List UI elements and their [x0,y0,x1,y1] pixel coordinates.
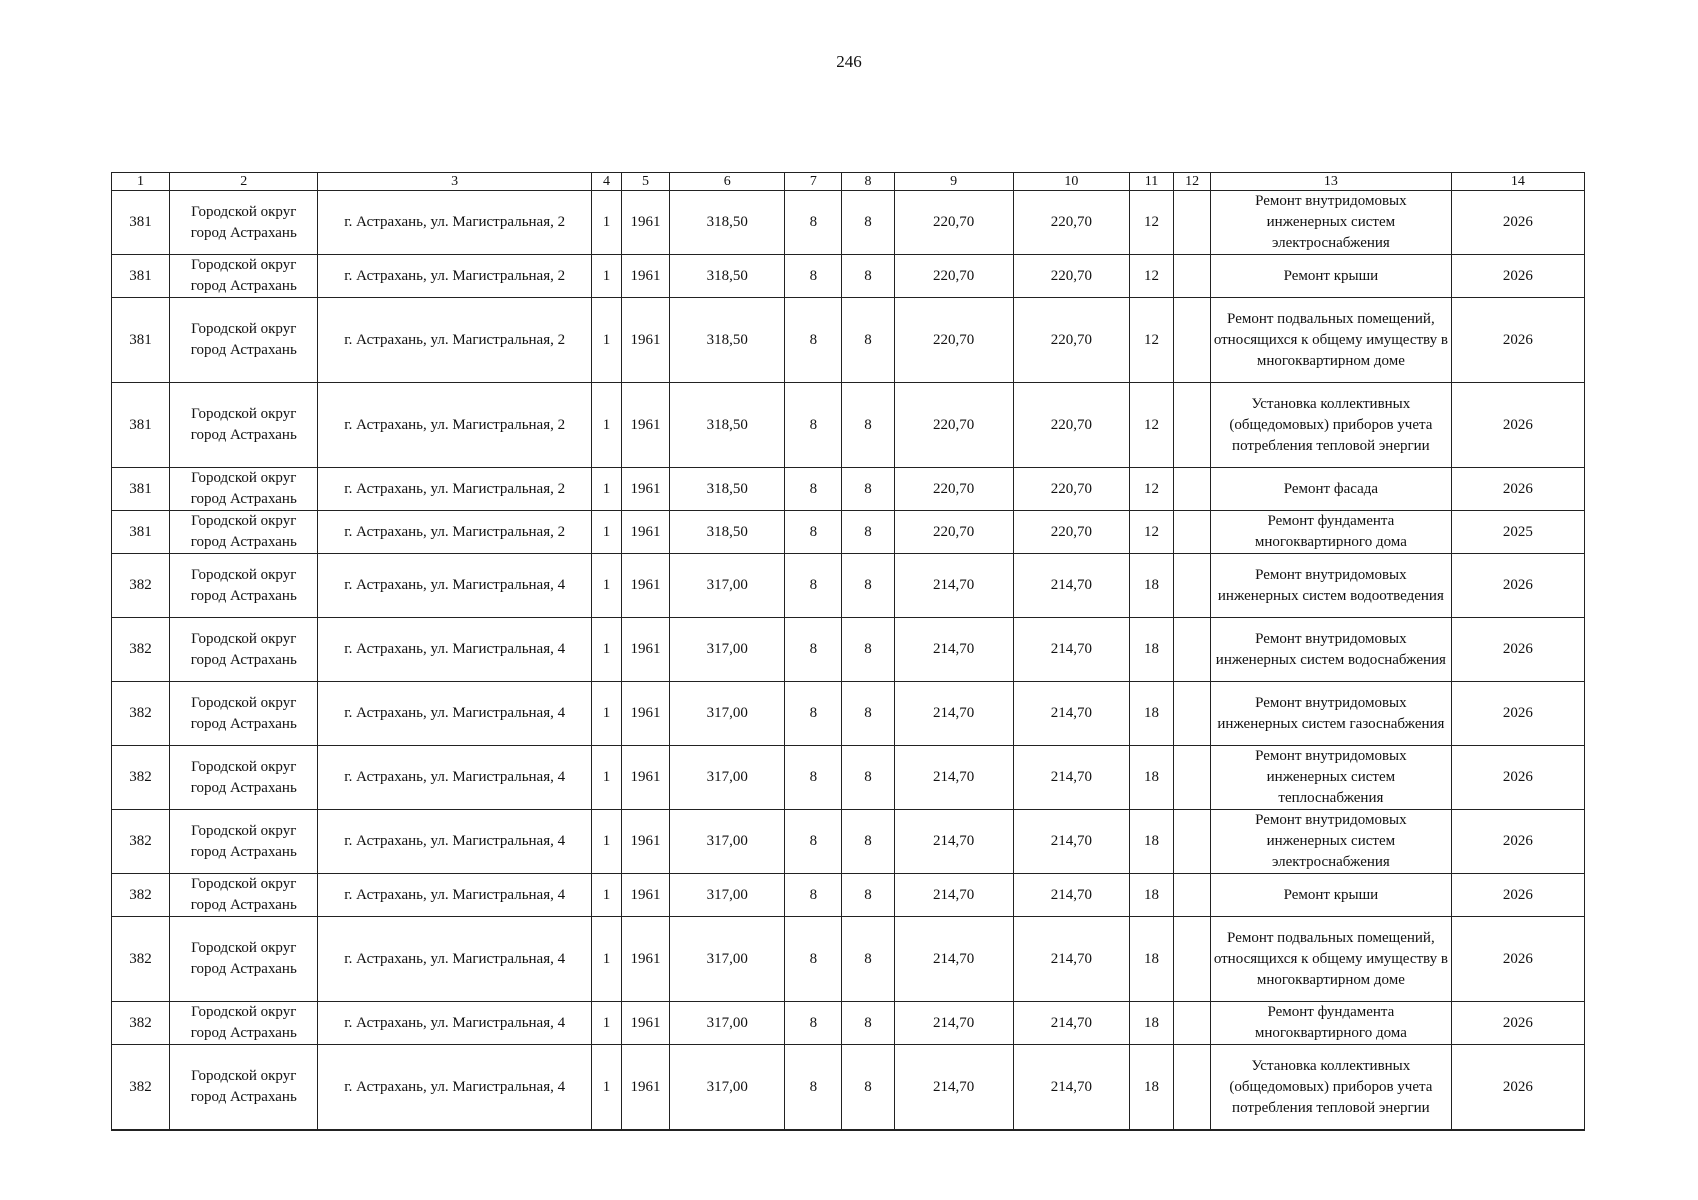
cell-col-10: 214,70 [1013,682,1129,746]
column-header: 13 [1211,173,1451,191]
address-cell: г. Астрахань, ул. Магистральная, 2 [318,511,592,554]
column-header: 1 [112,173,170,191]
cell-col-10: 214,70 [1013,1002,1129,1045]
row-number-cell: 382 [112,874,170,917]
cell-col-4: 1 [591,618,621,682]
cell-col-10: 214,70 [1013,874,1129,917]
cell-col-7: 8 [785,191,842,255]
row-number-cell: 382 [112,618,170,682]
cell-col-7: 8 [785,682,842,746]
cell-col-4: 1 [591,1002,621,1045]
cell-col-12 [1174,298,1211,383]
work-type-cell: Ремонт внутридомовых инженерных систем водоснабжения [1211,618,1451,682]
cell-col-8: 8 [842,383,894,468]
cell-col-9: 214,70 [894,1002,1013,1045]
column-header: 3 [318,173,592,191]
cell-col-6: 317,00 [670,917,785,1002]
work-type-cell: Ремонт внутридомовых инженерных систем электроснабжения [1211,810,1451,874]
cell-col-8: 8 [842,746,894,810]
cell-col-10: 214,70 [1013,618,1129,682]
cell-col-10: 214,70 [1013,1045,1129,1131]
work-type-cell: Ремонт внутридомовых инженерных систем электроснабжения [1211,191,1451,255]
municipality-cell: Городской округ город Астрахань [170,746,318,810]
cell-col-8: 8 [842,618,894,682]
cell-col-7: 8 [785,874,842,917]
cell-col-4: 1 [591,746,621,810]
cell-col-7: 8 [785,383,842,468]
row-number-cell: 382 [112,746,170,810]
cell-col-10: 214,70 [1013,810,1129,874]
cell-col-12 [1174,383,1211,468]
cell-col-11: 18 [1130,874,1174,917]
cell-col-9: 214,70 [894,746,1013,810]
planned-year-cell: 2026 [1451,191,1584,255]
cell-col-12 [1174,255,1211,298]
municipality-cell: Городской округ город Астрахань [170,468,318,511]
cell-col-4: 1 [591,682,621,746]
work-type-cell: Ремонт крыши [1211,874,1451,917]
cell-col-6: 317,00 [670,1045,785,1131]
cell-col-8: 8 [842,874,894,917]
work-type-cell: Установка коллективных (общедомовых) приборов учета потребления тепловой энергии [1211,1045,1451,1131]
cell-col-6: 317,00 [670,618,785,682]
work-type-cell: Ремонт фундамента многоквартирного дома [1211,511,1451,554]
cell-col-8: 8 [842,554,894,618]
column-header: 2 [170,173,318,191]
planned-year-cell: 2026 [1451,874,1584,917]
work-type-cell: Установка коллективных (общедомовых) приборов учета потребления тепловой энергии [1211,383,1451,468]
cell-col-9: 214,70 [894,1045,1013,1131]
row-number-cell: 381 [112,383,170,468]
municipality-cell: Городской округ город Астрахань [170,682,318,746]
cell-col-9: 214,70 [894,554,1013,618]
table-row [112,1002,1585,1045]
year-built-cell: 1961 [622,383,670,468]
cell-col-8: 8 [842,298,894,383]
year-built-cell: 1961 [622,554,670,618]
table-body [112,191,1585,1131]
column-header: 5 [622,173,670,191]
cell-col-9: 214,70 [894,618,1013,682]
year-built-cell: 1961 [622,191,670,255]
table-row [112,810,1585,874]
column-header: 7 [785,173,842,191]
address-cell: г. Астрахань, ул. Магистральная, 4 [318,682,592,746]
cell-col-12 [1174,618,1211,682]
municipality-cell: Городской округ город Астрахань [170,1002,318,1045]
cell-col-7: 8 [785,1045,842,1131]
column-header: 9 [894,173,1013,191]
address-cell: г. Астрахань, ул. Магистральная, 2 [318,383,592,468]
work-type-cell: Ремонт внутридомовых инженерных систем теплоснабжения [1211,746,1451,810]
row-number-cell: 382 [112,554,170,618]
cell-col-10: 220,70 [1013,298,1129,383]
year-built-cell: 1961 [622,618,670,682]
cell-col-8: 8 [842,191,894,255]
address-cell: г. Астрахань, ул. Магистральная, 4 [318,554,592,618]
municipality-cell: Городской округ город Астрахань [170,618,318,682]
address-cell: г. Астрахань, ул. Магистральная, 4 [318,618,592,682]
planned-year-cell: 2026 [1451,917,1584,1002]
cell-col-8: 8 [842,511,894,554]
cell-col-11: 18 [1130,810,1174,874]
municipality-cell: Городской округ город Астрахань [170,511,318,554]
cell-col-7: 8 [785,746,842,810]
cell-col-9: 214,70 [894,917,1013,1002]
cell-col-4: 1 [591,468,621,511]
cell-col-7: 8 [785,298,842,383]
cell-col-8: 8 [842,682,894,746]
table-row [112,682,1585,746]
planned-year-cell: 2026 [1451,746,1584,810]
planned-year-cell: 2026 [1451,468,1584,511]
cell-col-4: 1 [591,383,621,468]
cell-col-7: 8 [785,917,842,1002]
work-type-cell: Ремонт фундамента многоквартирного дома [1211,1002,1451,1045]
cell-col-7: 8 [785,554,842,618]
cell-col-12 [1174,554,1211,618]
planned-year-cell: 2026 [1451,298,1584,383]
year-built-cell: 1961 [622,255,670,298]
cell-col-6: 317,00 [670,1002,785,1045]
cell-col-11: 12 [1130,511,1174,554]
column-header: 12 [1174,173,1211,191]
cell-col-11: 12 [1130,191,1174,255]
cell-col-7: 8 [785,1002,842,1045]
cell-col-10: 220,70 [1013,383,1129,468]
planned-year-cell: 2026 [1451,383,1584,468]
row-number-cell: 381 [112,468,170,511]
table-row [112,191,1585,255]
cell-col-8: 8 [842,468,894,511]
year-built-cell: 1961 [622,1045,670,1131]
cell-col-9: 220,70 [894,468,1013,511]
table-row [112,1045,1585,1131]
municipality-cell: Городской округ город Астрахань [170,1045,318,1131]
cell-col-4: 1 [591,1045,621,1131]
year-built-cell: 1961 [622,746,670,810]
cell-col-6: 318,50 [670,383,785,468]
table-row [112,255,1585,298]
cell-col-8: 8 [842,917,894,1002]
cell-col-4: 1 [591,917,621,1002]
cell-col-6: 318,50 [670,468,785,511]
row-number-cell: 381 [112,191,170,255]
row-number-cell: 382 [112,810,170,874]
cell-col-6: 317,00 [670,810,785,874]
cell-col-12 [1174,1002,1211,1045]
address-cell: г. Астрахань, ул. Магистральная, 4 [318,746,592,810]
cell-col-6: 317,00 [670,682,785,746]
cell-col-12 [1174,511,1211,554]
cell-col-6: 318,50 [670,511,785,554]
cell-col-11: 12 [1130,383,1174,468]
cell-col-11: 18 [1130,554,1174,618]
cell-col-11: 18 [1130,682,1174,746]
cell-col-9: 220,70 [894,511,1013,554]
row-number-cell: 382 [112,1002,170,1045]
cell-col-11: 12 [1130,255,1174,298]
table-row [112,554,1585,618]
address-cell: г. Астрахань, ул. Магистральная, 4 [318,917,592,1002]
cell-col-6: 318,50 [670,191,785,255]
cell-col-11: 12 [1130,468,1174,511]
table-row [112,746,1585,810]
cell-col-7: 8 [785,810,842,874]
cell-col-12 [1174,191,1211,255]
address-cell: г. Астрахань, ул. Магистральная, 4 [318,810,592,874]
year-built-cell: 1961 [622,511,670,554]
municipality-cell: Городской округ город Астрахань [170,874,318,917]
table-row [112,917,1585,1002]
cell-col-10: 220,70 [1013,255,1129,298]
cell-col-10: 220,70 [1013,511,1129,554]
table-row [112,298,1585,383]
cell-col-11: 18 [1130,1002,1174,1045]
municipality-cell: Городской округ город Астрахань [170,554,318,618]
cell-col-9: 220,70 [894,383,1013,468]
cell-col-11: 18 [1130,746,1174,810]
column-header: 6 [670,173,785,191]
municipality-cell: Городской округ город Астрахань [170,917,318,1002]
cell-col-8: 8 [842,1045,894,1131]
cell-col-10: 214,70 [1013,917,1129,1002]
address-cell: г. Астрахань, ул. Магистральная, 2 [318,298,592,383]
cell-col-12 [1174,468,1211,511]
cell-col-7: 8 [785,511,842,554]
cell-col-4: 1 [591,554,621,618]
work-type-cell: Ремонт подвальных помещений, относящихся к общему имуществу в многоквартирном доме [1211,298,1451,383]
page-number: 246 [836,52,862,71]
planned-year-cell: 2026 [1451,682,1584,746]
address-cell: г. Астрахань, ул. Магистральная, 2 [318,255,592,298]
municipality-cell: Городской округ город Астрахань [170,191,318,255]
cell-col-10: 220,70 [1013,468,1129,511]
cell-col-11: 18 [1130,618,1174,682]
planned-year-cell: 2026 [1451,554,1584,618]
row-number-cell: 382 [112,1045,170,1131]
cell-col-12 [1174,746,1211,810]
cell-col-8: 8 [842,255,894,298]
cell-col-10: 214,70 [1013,746,1129,810]
cell-col-4: 1 [591,810,621,874]
table-row [112,618,1585,682]
planned-year-cell: 2026 [1451,1002,1584,1045]
cell-col-6: 317,00 [670,746,785,810]
cell-col-12 [1174,682,1211,746]
year-built-cell: 1961 [622,468,670,511]
year-built-cell: 1961 [622,298,670,383]
row-number-cell: 382 [112,917,170,1002]
row-number-cell: 382 [112,682,170,746]
address-cell: г. Астрахань, ул. Магистральная, 2 [318,468,592,511]
planned-year-cell: 2026 [1451,810,1584,874]
municipality-cell: Городской округ город Астрахань [170,810,318,874]
cell-col-6: 317,00 [670,874,785,917]
year-built-cell: 1961 [622,917,670,1002]
municipality-cell: Городской округ город Астрахань [170,255,318,298]
column-number-header-row [112,173,1585,191]
municipality-cell: Городской округ город Астрахань [170,298,318,383]
cell-col-7: 8 [785,618,842,682]
cell-col-9: 220,70 [894,298,1013,383]
address-cell: г. Астрахань, ул. Магистральная, 4 [318,1002,592,1045]
cell-col-9: 220,70 [894,191,1013,255]
cell-col-12 [1174,917,1211,1002]
cell-col-8: 8 [842,810,894,874]
work-type-cell: Ремонт внутридомовых инженерных систем водоотведения [1211,554,1451,618]
cell-col-11: 12 [1130,298,1174,383]
column-header: 14 [1451,173,1584,191]
cell-col-6: 317,00 [670,554,785,618]
cell-col-9: 214,70 [894,682,1013,746]
municipality-cell: Городской округ город Астрахань [170,383,318,468]
cell-col-12 [1174,1045,1211,1131]
cell-col-7: 8 [785,255,842,298]
table-row [112,511,1585,554]
cell-col-11: 18 [1130,917,1174,1002]
planned-year-cell: 2026 [1451,618,1584,682]
year-built-cell: 1961 [622,1002,670,1045]
planned-year-cell: 2025 [1451,511,1584,554]
planned-year-cell: 2026 [1451,1045,1584,1131]
table-row [112,383,1585,468]
repair-schedule-table [111,172,1585,1131]
cell-col-4: 1 [591,874,621,917]
cell-col-9: 214,70 [894,874,1013,917]
work-type-cell: Ремонт внутридомовых инженерных систем газоснабжения [1211,682,1451,746]
year-built-cell: 1961 [622,810,670,874]
column-header: 8 [842,173,894,191]
cell-col-4: 1 [591,511,621,554]
cell-col-9: 214,70 [894,810,1013,874]
cell-col-6: 318,50 [670,298,785,383]
year-built-cell: 1961 [622,874,670,917]
cell-col-4: 1 [591,255,621,298]
cell-col-8: 8 [842,1002,894,1045]
year-built-cell: 1961 [622,682,670,746]
cell-col-10: 220,70 [1013,191,1129,255]
cell-col-9: 220,70 [894,255,1013,298]
cell-col-4: 1 [591,191,621,255]
work-type-cell: Ремонт фасада [1211,468,1451,511]
column-header: 4 [591,173,621,191]
table-row [112,468,1585,511]
cell-col-11: 18 [1130,1045,1174,1131]
address-cell: г. Астрахань, ул. Магистральная, 2 [318,191,592,255]
cell-col-12 [1174,874,1211,917]
row-number-cell: 381 [112,255,170,298]
work-type-cell: Ремонт крыши [1211,255,1451,298]
cell-col-12 [1174,810,1211,874]
cell-col-7: 8 [785,468,842,511]
planned-year-cell: 2026 [1451,255,1584,298]
work-type-cell: Ремонт подвальных помещений, относящихся к общему имуществу в многоквартирном доме [1211,917,1451,1002]
cell-col-10: 214,70 [1013,554,1129,618]
address-cell: г. Астрахань, ул. Магистральная, 4 [318,874,592,917]
row-number-cell: 381 [112,511,170,554]
cell-col-6: 318,50 [670,255,785,298]
row-number-cell: 381 [112,298,170,383]
address-cell: г. Астрахань, ул. Магистральная, 4 [318,1045,592,1131]
column-header: 11 [1130,173,1174,191]
cell-col-4: 1 [591,298,621,383]
column-header: 10 [1013,173,1129,191]
table-row [112,874,1585,917]
